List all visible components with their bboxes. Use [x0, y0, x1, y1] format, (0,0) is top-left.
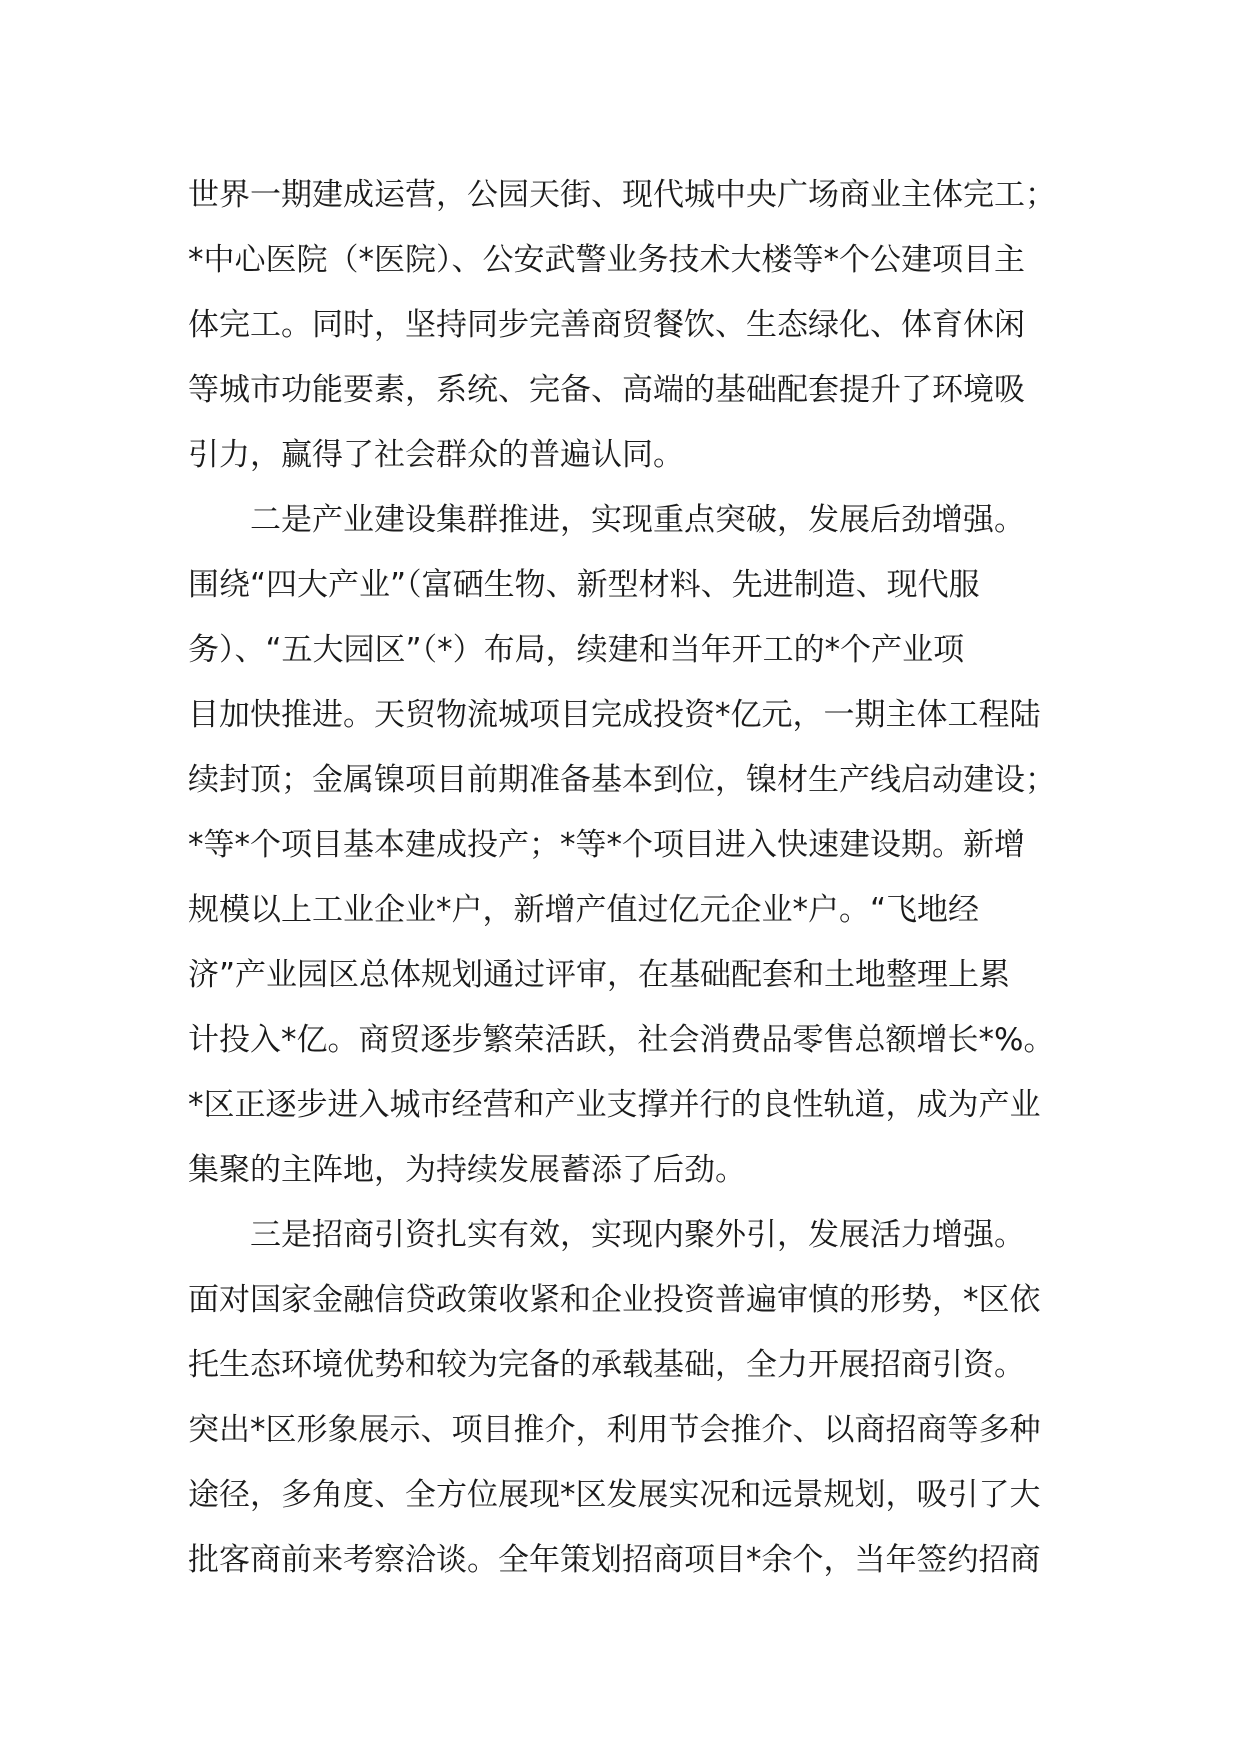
paragraph-2-line-11: 集聚的主阵地，为持续发展蓄添了后劲。 — [188, 1152, 746, 1188]
paragraph-2-line-4: 目加快推进。天贸物流城项目完成投资*亿元，一期主体工程陆 — [188, 697, 1041, 733]
paragraph-3-line-3: 托生态环境优势和较为完备的承载基础，全力开展招商引资。 — [188, 1347, 1025, 1383]
paragraph-1-line-2: *中心医院（*医院）、公安武警业务技术大楼等*个公建项目主 — [188, 242, 1025, 278]
paragraph-3-line-1: 三是招商引资扎实有效，实现内聚外引，发展活力增强。 — [250, 1217, 1025, 1253]
paragraph-2-line-7: 规模以上工业企业*户，新增产值过亿元企业*户。“飞地经 — [188, 892, 980, 928]
paragraph-2-line-2: 围绕“四大产业”（富硒生物、新型材料、先进制造、现代服 — [188, 567, 980, 603]
paragraph-3-line-4: 突出*区形象展示、项目推介，利用节会推介、以商招商等多种 — [188, 1412, 1041, 1448]
paragraph-2-line-8: 济”产业园区总体规划通过评审，在基础配套和土地整理上累 — [188, 957, 1011, 993]
paragraph-2-line-1: 二是产业建设集群推进，实现重点突破，发展后劲增强。 — [250, 502, 1025, 538]
paragraph-3-line-5: 途径，多角度、全方位展现*区发展实况和远景规划，吸引了大 — [188, 1477, 1041, 1513]
paragraph-3-line-2: 面对国家金融信贷政策收紧和企业投资普遍审慎的形势，*区依 — [188, 1282, 1041, 1318]
paragraph-1-line-1: 世界一期建成运营，公园天街、现代城中央广场商业主体完工； — [188, 177, 1056, 213]
document-body — [188, 163, 1088, 1593]
paragraph-3-line-6: 批客商前来考察洽谈。全年策划招商项目*余个，当年签约招商 — [188, 1542, 1041, 1578]
paragraph-2-line-6: *等*个项目基本建成投产；*等*个项目进入快速建设期。新增 — [188, 827, 1025, 863]
paragraph-2-line-10: *区正逐步进入城市经营和产业支撑并行的良性轨道，成为产业 — [188, 1087, 1041, 1123]
paragraph-2-line-5: 续封顶；金属镍项目前期准备基本到位，镍材生产线启动建设； — [188, 762, 1056, 798]
paragraph-2-line-9: 计投入*亿。商贸逐步繁荣活跃，社会消费品零售总额增长*%。 — [188, 1022, 1055, 1058]
paragraph-1-line-5: 引力，赢得了社会群众的普遍认同。 — [188, 437, 684, 473]
paragraph-2-line-3: 务）、“五大园区”（*）布局，续建和当年开工的*个产业项 — [188, 632, 965, 668]
paragraph-1-line-3: 体完工。同时，坚持同步完善商贸餐饮、生态绿化、体育休闲 — [188, 307, 1025, 343]
paragraph-1-line-4: 等城市功能要素，系统、完备、高端的基础配套提升了环境吸 — [188, 372, 1025, 408]
